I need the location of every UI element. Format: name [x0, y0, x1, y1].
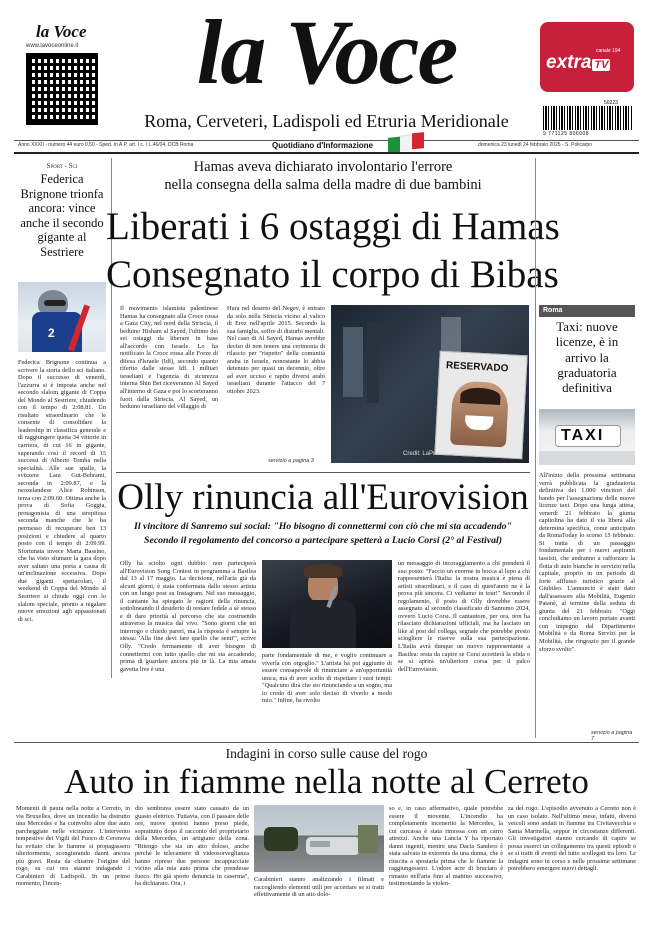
olly-headline: Olly rinuncia all'Eurovision: [117, 477, 529, 518]
fire-col-1: Momenti di paura nella notte a Cerreto, in via Bruxelles, dove un incendio ha distrutto una Mercedes e ha coinvolto altre due auto parcheggiate nelle vicinanze. L'intervento tempestivo dei Vigili del Fuoco di Cerenova ha evitato che le fiamme si propagassero ulteriormente, scongiurando danni ancora più gravi. Resta da chiarire l'origine del rogo, su cui ora stanno indagando i Carabinieri di Ladispoli. In un primo momento, l'incen-: [16, 805, 130, 888]
fire-col-5: za del rogo. L'episodio avvenuto a Cerreto non è un caso isolato. Nell'ultimo mese, infatti, diversi veicoli sono andati in fiamme tra Civitavecchia e Santa Marinella, seppur in circostanze differenti. Gli investigatori stanno cercando di capire se possa esserci un collegamento tra questi episodi o se si tratti di eventi del tutto scollegati tra loro. Le indagini sono in corso e nelle prossime settimane potrebbero emergere nuovi dettagli.: [508, 805, 636, 873]
photo-credit: Credit: LaPresse: [403, 451, 448, 457]
hostage-portrait: [450, 381, 509, 448]
hamas-page-ref: servizio a pagina 3: [268, 458, 314, 464]
fire-headline: Auto in fiamme nella notte al Cerreto: [64, 762, 589, 801]
tv-brand-row: [546, 52, 610, 74]
olly-photo: [262, 560, 392, 648]
hamas-col-2: Hura nel deserto del Negev, è entrato da solo nella Striscia vicino al valico di Erez nell'aprile 2015. Secondo la sua famiglia, soffre di disturbi mentali. Nel caso di Al Sayed, Hamas avrebbe deciso di non tenere una cerimonia di rilascio per "rispetto" della comunità araba in Israele, nonostante lo abbia detenuto per quasi un decennio, oltre ad aver ucciso e rapito diversi arabi israeliani durante l'attacco del 7 ottobre 2023.: [227, 305, 325, 396]
olly-col-1: Olly ha sciolto ogni dubbio: non parteciperà all'Eurovision Song Contest in programma a Basilea dal 13 al 17 maggio. La decisione, nell'aria già da alcuni giorni, è stata confermata dallo stesso artista con un lungo post su Instagram. Nel suo messaggio, il cantante ha spiegato le ragioni della rinuncia, sottolineando il desiderio di restare fedele a sé stesso e di dare priorità al percorso che sta costruendo attraverso la musica dal vivo. "Sono giorni che mi interrogo e chiedo pareri, ma la risposta è sempre la stessa: 'Alla fine devi fare quello che senti'", scrive Olly. "Credo fermamente di aver bisogno di connettermi con tutto quello che mi sta accadendo, prima di guardare ancora più in là. La mia amata gavetta live è una: [120, 560, 256, 673]
taxi-headline: Taxi: nuove licenze, è in arrivo la graduatoria definitiva: [555, 319, 619, 396]
taxi-body: All'inizio della prossima settimana verrà pubblicata la graduatoria definitiva dei 1.000 vincitori del bando per l'assegnazione delle nuove licenze taxi. Dopo una lunga attesa, venerdì 21 febbraio la giunta capitolina ha dato il via libera alla determina specifica, come anticipato da RomaToday lo scorso 15 febbraio. Si tratta di un passaggio fondamentale per i nuovi aspiranti tassisti, che andranno a rafforzare la flotta di auto bianche in servizio nella capitale, proprio in un periodo di forte afflusso turistico grazie al Giubileo. L'annuncio è stato dato dall'assessore alla Mobilità, Eugenio Patanè, al termine della seduta di giunta del 21 febbraio: "Oggi concludiamo un lavoro portato avanti con impegno dal Dipartimento Mobilità e da Roma Servizi per la Mobilità, che ringrazio per il grande sforzo svolto".: [539, 472, 635, 653]
issue-info: Anno XXXII - numero 44 euro 0,50 - Sped. In A.P. art. I c. I L.46/04, DCB Roma: [18, 142, 194, 148]
taxi-photo: [539, 409, 635, 465]
hamas-headline-2: Consegnato il corpo di Bibas: [106, 253, 559, 296]
olly-sub-2: Secondo il regolamento del concorso a partecipare spetterà a Lucio Corsi (2° al Festival): [144, 535, 502, 546]
hamas-kicker-2: nella consegna della salma della madre di due bambini: [164, 177, 482, 193]
hamas-headline-1: Liberati i 6 ostaggi di Hamas: [106, 205, 560, 248]
italy-flag-icon: [388, 132, 424, 154]
olly-sub-1: Il vincitore di Sanremo sui social: "Ho bisogno di connettermi con ciò che mi sta accadendo": [134, 521, 512, 532]
hostage-photo: [331, 305, 529, 463]
hamas-kicker-1: Hamas aveva dichiarato involontario l'errore: [193, 159, 453, 175]
olly-col-2: parte fondamentale di me, e voglio continuare a viverla con orgoglio." L'artista ha poi aggiunto di essere consapevole di rinunciare a un'opportunità unica, ma di aver scelto di rispettare i suoi tempi: "Qualcuno dirà che sto rinunciando a un sogno, ma io credo di aver solo deciso di viverlo a modo mio." Infine, ha rivolto: [262, 652, 392, 705]
tv-channel: canale 194: [596, 48, 621, 54]
fire-col-3: Carabinieri stanno analizzando i filmati e raccogliendo elementi utili per accertare se si tratti effettivamente di un atto dolo-: [254, 876, 384, 899]
masthead-subtitle: Roma, Cerveteri, Ladispoli ed Etruria Meridionale: [144, 111, 509, 131]
section-label: Roma: [539, 305, 635, 317]
fire-kicker: Indagini in corso sulle cause del rogo: [225, 746, 428, 761]
reservado-sign: RESERVADO: [445, 360, 509, 375]
fire-col-2: dio sembrava essere stato causato da un guasto elettrico. Tuttavia, con il passare delle ore, nuove ipotesi hanno preso piede, soprattutto dopo il racconto del proprietario della Mercedes, un artigiano della zona. "Ritengo che sia un atto doloso, anche perché le telecamere di videosorveglianza hanno ripreso due persone incappucciate vicino alla mia auto prima che prendesse fuoco. Ho già sporto denuncia in caserma", ha dichiarato. Ora, i: [135, 805, 249, 888]
tv-suffix: TV: [594, 59, 609, 71]
logo-title: la Voce: [196, 1, 457, 103]
sport-body: Federica Brignone continua a scrivere la storia dello sci italiano. Dopo il successo di venerdì, l'azzurra si è imposta anche nel secondo slalom gigante di Coppa del Mondo al Sestriere, chiudendo con il tempo di 2:08.81. Un risultato straordinario che le consente di consolidare la leadership in classifica generale e di raggiungere quota 34 vittorie in carriera, di cui 16 in gigante, superando così il record di 15 successi di Alberto Tomba nella specialità. Alle sue spalle, la svizzera Lara Gut-Behrami, seconda in 2:09.87, e la neozelandese Alice Robinson, terza con 2:09.60. Ottima anche la prova di Sofia Goggia, protagonista di una strepitosa seconda manche che le ha permesso di recuperare ben 13 posizioni e chiudere al quarto posto con il tempo di 2:09.99. Sfortunata invece Marta Bassino, che ha visto sfumare la gara dopo aver saltato una porta a causa di un'inclinazione eccessiva. Dopo due giganti spettacolari, il weekend di Coppa del Mondo al Sestriere si chiude oggi con lo slalom speciale, pronto a regalare nuove emozioni agli appassionati di sci.: [18, 359, 106, 623]
sidebar-roma: [539, 305, 635, 745]
tagline: Quotidiano d'Informazione: [272, 141, 374, 150]
olly-col-3: un messaggio di incoraggiamento a chi prenderà il suo posto: "Faccio un enorme in bocca al lupo a chi rappresenterà l'Italia: la nostra musica è piena di artisti straordinari, e il caso di quest'anno ne è la prova più sincera. Ci vediamo in tour!" Secondo il regolamento, il posto di Olly dovrebbe essere assegnato al secondo classificato di Sanremo 2024, ovvero Lucio Corsi. Il cantautore, per ora, non ha rilasciato dichiarazioni ufficiali, ma ha lasciato un like al post del collega, segnale che potrebbe presto sciogliere le riserve sulla sua partecipazione. L'Italia avrà dunque un nuovo rappresentante a Basilea: resta da capire se Corsi accetterà la sfida o se si aprirà un'ulteriore corsa per il palco dell'Eurovision.: [398, 560, 530, 673]
hamas-col-1: Il movimento islamista palestinese Hamas ha consegnato alla Croce rossa a Gaza City, nel nord della Striscia, il beduino Hisham al Sayed, l'ultimo dei sei ostaggi da liberare in base all'accordo con Israele. Lo ha notificato la Croce rossa alle Forze di difesa d'Israele (Idf), secondo quanto riferito dalle stesse Idf. I militari israeliani e l'agenzia di sicurezza interna Shin Bet riceveranno Al Sayed all'interno di Gaza e poi lo scorteranno fuori dalla Striscia. Al Sayed, un beduino israeliano del villaggio di: [120, 305, 218, 411]
barcode-number: 9 771125 806008: [543, 131, 590, 137]
section-label: Sport - Sci: [46, 162, 78, 170]
sport-headline: Federica Brignone trionfa ancora: vince anche il secondo gigante al Sestriere: [20, 172, 104, 259]
extratv-logo: [540, 22, 634, 92]
fire-col-4: so e, in caso affermativo, quale potrebbe essere il movente. L'incendio ha completamente incenerito la Mercedes, la cui carcassa è stata rimossa con un carro attrezzi. Anche una Lancia Y ha riportato danni ingenti, mentre una Dacia Sandero è stata salvata in extremis da una donna, che è riuscita a spostarla prima che le fiamme la raggiungessero. L'odore acre di bruciato è rimasto nell'aria fino al mattino successivo, testimoniando la violen-: [389, 805, 503, 888]
barcode-top: 50223: [604, 100, 618, 106]
barcode: [543, 106, 633, 130]
brignone-photo: 2: [18, 282, 106, 352]
taxi-page-ref: servizio a pagina 7: [591, 730, 633, 742]
site-url: www.lavoceonline.it: [26, 43, 79, 49]
sidebar-sport: [18, 158, 106, 678]
brand-small: la Voce: [36, 22, 87, 41]
masthead: [0, 0, 653, 148]
taxi-sign: TAXI: [561, 427, 605, 444]
tv-brand: extra: [546, 52, 592, 73]
fire-car-photo: [254, 805, 384, 872]
date-info: domenica 23 lunedì 24 febbraio 2025 - S. Policarpo: [478, 142, 592, 148]
